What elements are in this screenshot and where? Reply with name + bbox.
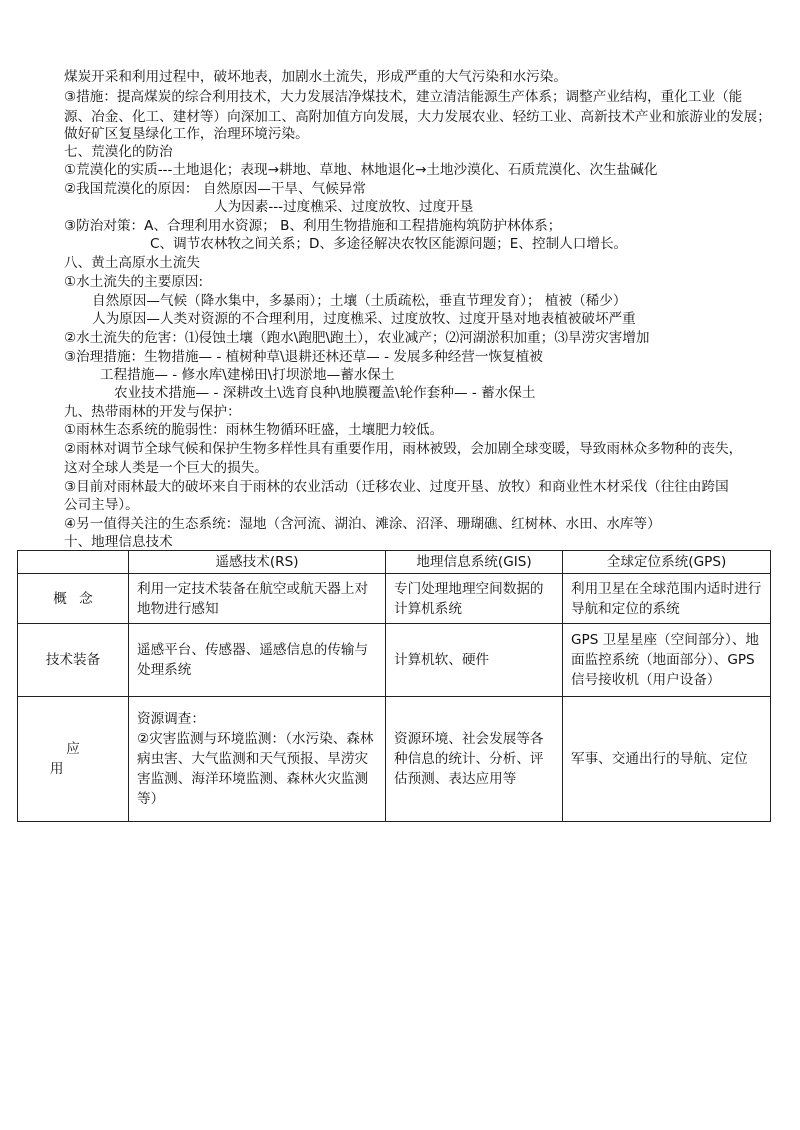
text-line: ③防治对策：A、合理利用水资源； B、利用生物措施和工程措施构筑防护林体系；	[64, 218, 562, 234]
text-line: ②雨林对调节全球气候和保护生物多样性具有重要作用，雨林被毁，会加剧全球变暖，导致雨林众多物种的丧失，	[64, 441, 743, 457]
cell-line: ②灾害监测与环境监测：（水污染、森林病虫害、大气监测和天气预报、旱涝灾害监测、海洋环境监测、森林火灾监测等）	[137, 731, 374, 807]
text-line: ③措施：提高煤炭的综合利用技术，大力发展洁净煤技术，建立清洁能源生产体系；调整产业结构，重化工业（能	[64, 89, 743, 105]
text-line: 人为原因—人类对资源的不合理利用，过度樵采、过度放牧、过度开垦对地表植被破坏严重	[92, 311, 636, 327]
table-row	[18, 624, 771, 697]
text-line: ④另一值得关注的生态系统：湿地（含河流、湖泊、滩涂、沼泽、珊瑚礁、红树林、水田、水库等）	[64, 516, 661, 532]
table-header-cell: 全球定位系统(GPS)	[563, 551, 771, 574]
table-row	[18, 574, 771, 624]
text-line: 自然原因—气候（降水集中，多暴雨）；土壤（土质疏松，垂直节理发育）； 植被（稀少）	[92, 293, 627, 309]
row-label	[18, 574, 129, 624]
row-label-text: 应用	[49, 741, 113, 777]
table-cell: 军事、交通出行的导航、定位	[563, 697, 771, 822]
text-line: ②水土流失的危害：⑴侵蚀土壤（跑水\跑肥\跑土），农业减产；⑵河湖淤积加重；⑶旱涝灾害增加	[64, 330, 650, 346]
text-line: ①水土流失的主要原因:	[64, 274, 204, 290]
text-line: C、调节农林牧之间关系；D、多途径解决农牧区能源问题；E、控制人口增长。	[150, 236, 628, 252]
text-line: 源、冶金、化工、建材等）向深加工、高附加值方向发展，大力发展农业、轻纺工业、高新技术产业和旅游业的发展；	[64, 109, 771, 125]
table-header-cell: 遥感技术(RS)	[129, 551, 386, 574]
table-cell	[129, 697, 386, 822]
table-cell: 利用卫星在全球范围内适时进行导航和定位的系统	[563, 574, 771, 624]
text-line: ①雨林生态系统的脆弱性：雨林生物循环旺盛，土壤肥力较低。	[64, 422, 444, 438]
text-line: 做好矿区复垦绿化工作，治理环境污染。	[64, 126, 309, 142]
section-heading: 九、热带雨林的开发与保护：	[64, 404, 241, 420]
row-label: 技术装备	[18, 624, 129, 697]
table-cell: 遥感平台、传感器、遥感信息的传输与处理系统	[129, 624, 386, 697]
row-label	[18, 697, 129, 822]
text-line: ③治理措施：生物措施— - 植树种草\退耕还林还草— - 发展多种经营一恢复植被	[64, 349, 543, 365]
table-cell: 专门处理地理空间数据的计算机系统	[386, 574, 563, 624]
geo-info-tech-table	[17, 550, 771, 822]
text-line: 农业技术措施— - 深耕改土\选育良种\地膜覆盖\轮作套种— - 蓄水保土	[114, 385, 536, 401]
row-label-text: 概念	[53, 590, 105, 607]
table-header-row	[18, 551, 771, 574]
table-header-cell	[18, 551, 129, 574]
text-line: 公司主导）。	[64, 497, 139, 513]
section-heading: 十、地理信息技术	[64, 534, 173, 550]
section-heading: 八、黄土高原水土流失	[64, 255, 200, 271]
text-line: 这对全球人类是一个巨大的损失。	[64, 460, 268, 476]
table-cell: 资源环境、社会发展等各种信息的统计、分析、评估预测、表达应用等	[386, 697, 563, 822]
section-heading: 七、荒漠化的防治	[64, 144, 173, 160]
table-header-cell: 地理信息系统(GIS)	[386, 551, 563, 574]
table-cell: 计算机软、硬件	[386, 624, 563, 697]
cell-line: 资源调查：	[137, 711, 205, 727]
table-cell: GPS 卫星星座（空间部分）、地面监控系统（地面部分）、GPS 信号接收机（用户设备）	[563, 624, 771, 697]
text-line: ①荒漠化的实质---土地退化；表现→耕地、草地、林地退化→土地沙漠化、石质荒漠化、次生盐碱化	[64, 162, 658, 178]
text-line: 人为因素---过度樵采、过度放牧、过度开垦	[214, 199, 474, 215]
table-row	[18, 697, 771, 822]
text-line: ②我国荒漠化的原因： 自然原因—干旱、气候异常	[64, 181, 366, 197]
text-line: 煤炭开采和利用过程中，破坏地表，加剧水土流失，形成严重的大气污染和水污染。	[64, 69, 567, 85]
text-line: ③目前对雨林最大的破坏来自于雨林的农业活动（迁移农业、过度开垦、放牧）和商业性木材采伐（往往由跨国	[64, 479, 729, 495]
text-line: 工程措施— - 修水库\建梯田\打坝淤地—蓄水保土	[100, 367, 395, 383]
table-cell: 利用一定技术装备在航空或航天器上对地物进行感知	[129, 574, 386, 624]
